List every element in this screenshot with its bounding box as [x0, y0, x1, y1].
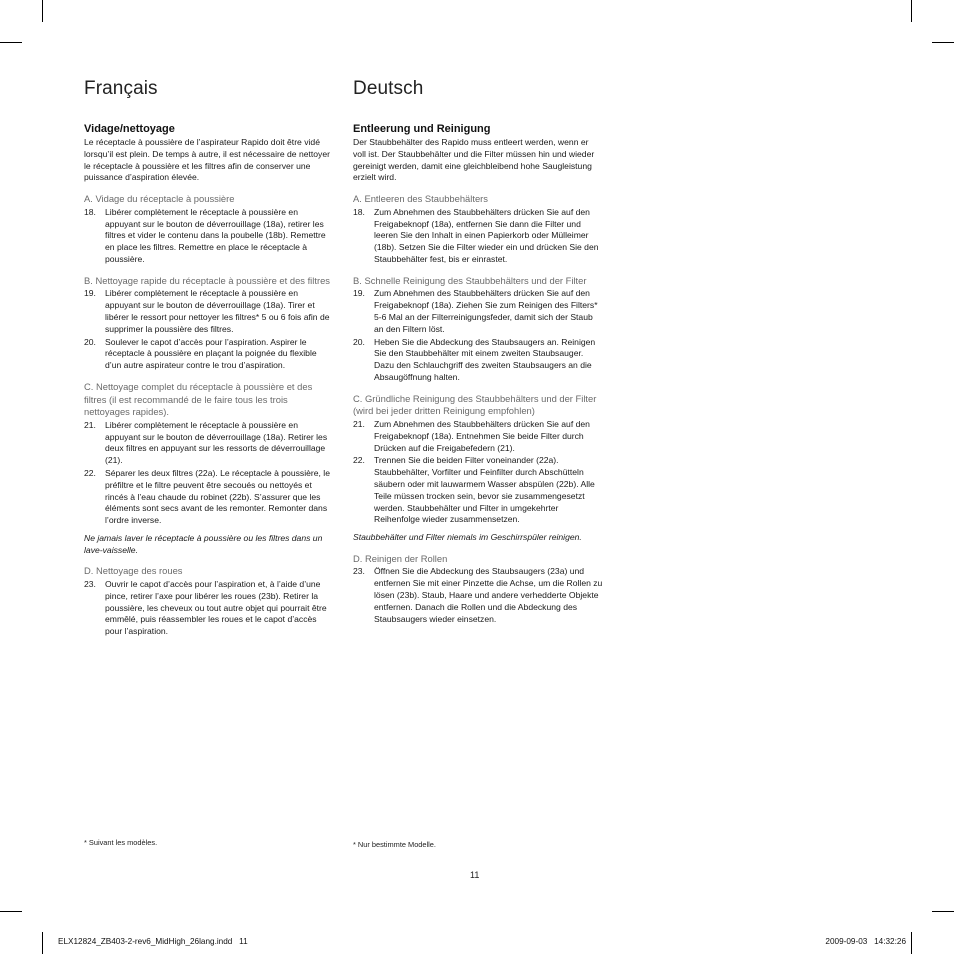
german-warning-note: Staubbehälter und Filter niemals im Geschirrspüler reinigen.: [353, 532, 582, 543]
step-number: 23.: [353, 566, 365, 577]
french-subheading-c: C. Nettoyage complet du réceptacle à poussière et des filtres (il est recommandé de le faire tous les trois nettoyages rapides).: [84, 380, 313, 418]
step-text: Libérer complètement le réceptacle à poussière en appuyant sur le bouton de déverrouillage (18a), retirer les filtres et vider le contenu dans la poubelle (18b). Remettre en place les filtres. Remettre en place le réceptacle à poussière.: [105, 206, 326, 264]
step-number: 20.: [84, 336, 96, 347]
german-subheading-c: C. Gründliche Reinigung des Staubbehälters und der Filter (wird bei jeder dritten Reinigung empfohlen): [353, 392, 597, 417]
step-text: Libérer complètement le réceptacle à poussière en appuyant sur le bouton de déverrouillage (18a). Tirer et libérer le ressort pour nettoyer les filtres* 5 ou 6 fois afin de supprimer la poussière des filtres.: [105, 288, 330, 334]
crop-mark-bottom-right-v: [911, 932, 912, 954]
step-number: 22.: [353, 455, 365, 466]
slug-filename: ELX12824_ZB403-2-rev6_MidHigh_26lang.indd 11: [58, 937, 248, 946]
step-text: Libérer complètement le réceptacle à poussière en appuyant sur le bouton de déverrouillage (18a). Retirer les deux filtres en appuyant sur les ressorts de déverrouillage (21).: [105, 419, 328, 466]
crop-mark-bottom-left-v: [42, 932, 43, 954]
french-content: [84, 123, 334, 639]
step-number: 21.: [353, 418, 365, 429]
german-content: [353, 123, 603, 626]
crop-mark-bottom-left-h: [0, 911, 22, 912]
german-step-21: [353, 419, 603, 454]
french-step-20: [84, 337, 334, 372]
german-subheading-d: D. Reinigen der Rollen: [353, 552, 448, 564]
french-warning-note: Ne jamais laver le réceptacle à poussière ou les filtres dans un lave-vaisselle.: [84, 532, 323, 555]
french-intro: Le réceptacle à poussière de l’aspirateur Rapido doit être vidé lorsqu’il est plein. De temps à autre, il est nécessaire de nettoyer le réceptacle à poussière et les filtres afin de conserver une puissance d’aspiration élevée.: [84, 137, 331, 183]
step-text: Soulever le capot d’accès pour l’aspiration. Aspirer le réceptacle à poussière en plaçant la poignée du flexible d’un autre aspirateur contre le trou d’aspiration.: [105, 336, 317, 371]
french-step-23: [84, 579, 334, 638]
french-subheading-b: B. Nettoyage rapide du réceptacle à poussière et des filtres: [84, 274, 330, 286]
page-number: 11: [470, 870, 480, 880]
german-subheading-a: A. Entleeren des Staubbehälters: [353, 193, 488, 205]
step-text: Zum Abnehmen des Staubbehälters drücken Sie auf den Freigabeknopf (18a), entfernen Sie dann die Filter und leeren Sie den Inhalt in einen Papierkorb oder Mülleimer (18b). Setzen Sie die Filter wieder ein und drücken Sie den Staubbehälter fest, bis er einrastet.: [374, 206, 599, 264]
french-section-heading: Vidage/nettoyage: [84, 123, 175, 135]
german-subheading-b: B. Schnelle Reinigung des Staubbehälters und der Filter: [353, 274, 587, 286]
french-subheading-a: A. Vidage du réceptacle à poussière: [84, 193, 235, 205]
crop-mark-top-right-v: [911, 0, 912, 22]
crop-mark-top-left-h: [0, 42, 22, 43]
german-step-22: [353, 455, 603, 526]
german-title: Deutsch: [353, 78, 424, 99]
french-step-19: [84, 288, 334, 335]
step-number: 22.: [84, 467, 96, 478]
step-text: Ouvrir le capot d’accès pour l’aspiration et, à l’aide d’une pince, retirer l’axe pour libérer les roues (23b). Retirer la poussière, les cheveux ou tout autre objet qui pourrait être emmêlé, puis réassembler les roues et le capot d’accès pour l’aspiration.: [105, 579, 327, 637]
french-step-18: [84, 207, 334, 266]
step-text: Zum Abnehmen des Staubbehälters drücken Sie auf den Freigabeknopf (18a). Entnehmen Sie beide Filter durch Drücken auf die Freigabefedern (21).: [374, 418, 590, 453]
french-step-22: [84, 468, 334, 527]
step-text: Öffnen Sie die Abdeckung des Staubsaugers (23a) und entfernen Sie mit einer Pinzette die Achse, um die Rollen zu lösen (23b). Staub, Haare und andere verhedderte Objekte entfernen. Danach die Rollen und die Abdeckung des Staubsaugers wieder einsetzen.: [374, 566, 603, 624]
french-footnote: * Suivant les modèles.: [84, 838, 158, 847]
step-number: 18.: [84, 206, 96, 217]
german-section-heading: Entleerung und Reinigung: [353, 123, 491, 135]
french-step-21: [84, 420, 334, 467]
step-number: 18.: [353, 206, 365, 217]
german-step-18: [353, 207, 603, 266]
crop-mark-top-left-v: [42, 0, 43, 22]
step-text: Trennen Sie die beiden Filter voneinander (22a). Staubbehälter, Vorfilter und Feinfilter durch Abschütteln säubern oder mit lauwarmem Wasser abspülen (22b). Alle Teile müssen trocken sein, bevor sie zusammengesetzt werden. Staubbehälter und Filter in umgekehrter Reihenfolge wieder zusammensetzen.: [374, 455, 595, 525]
slug-timestamp: 2009-09-03 14:32:26: [825, 937, 906, 946]
step-number: 19.: [353, 288, 365, 299]
german-step-19: [353, 288, 603, 335]
step-text: Heben Sie die Abdeckung des Staubsaugers an. Reinigen Sie den Staubbehälter mit einem zweiten Staubsauger. Dazu den Schlauchgriff des zweiten Staubsaugers an die Absaugöffnung halten.: [374, 336, 596, 382]
crop-mark-top-right-h: [932, 42, 954, 43]
german-intro: Der Staubbehälter des Rapido muss entleert werden, wenn er voll ist. Der Staubbehälter und die Filter müssen hin und wieder gereinigt werden, damit eine gleichbleibend hohe Saugleistung erzielt wird.: [353, 137, 595, 183]
german-footnote: * Nur bestimmte Modelle.: [353, 840, 436, 849]
german-step-23: [353, 566, 603, 625]
crop-mark-bottom-right-h: [932, 911, 954, 912]
step-number: 19.: [84, 288, 96, 299]
french-subheading-d: D. Nettoyage des roues: [84, 565, 183, 577]
step-text: Zum Abnehmen des Staubbehälters drücken Sie auf den Freigabeknopf (18a). Ziehen Sie zum Reinigen des Filters* 5-6 Mal an der Filterreinigungsfeder, damit sich der Staub an den Filtern löst.: [374, 288, 598, 334]
french-title: Français: [84, 78, 158, 99]
german-step-20: [353, 337, 603, 384]
step-number: 21.: [84, 419, 96, 430]
step-text: Séparer les deux filtres (22a). Le réceptacle à poussière, le préfiltre et le filtre peuvent être secoués ou nettoyés et rincés à l’eau chaude du robinet (22b). S’assurer que les éléments sont secs avant de les remonter. Remonter dans l’ordre inverse.: [105, 467, 330, 526]
step-number: 23.: [84, 579, 96, 590]
step-number: 20.: [353, 336, 365, 347]
